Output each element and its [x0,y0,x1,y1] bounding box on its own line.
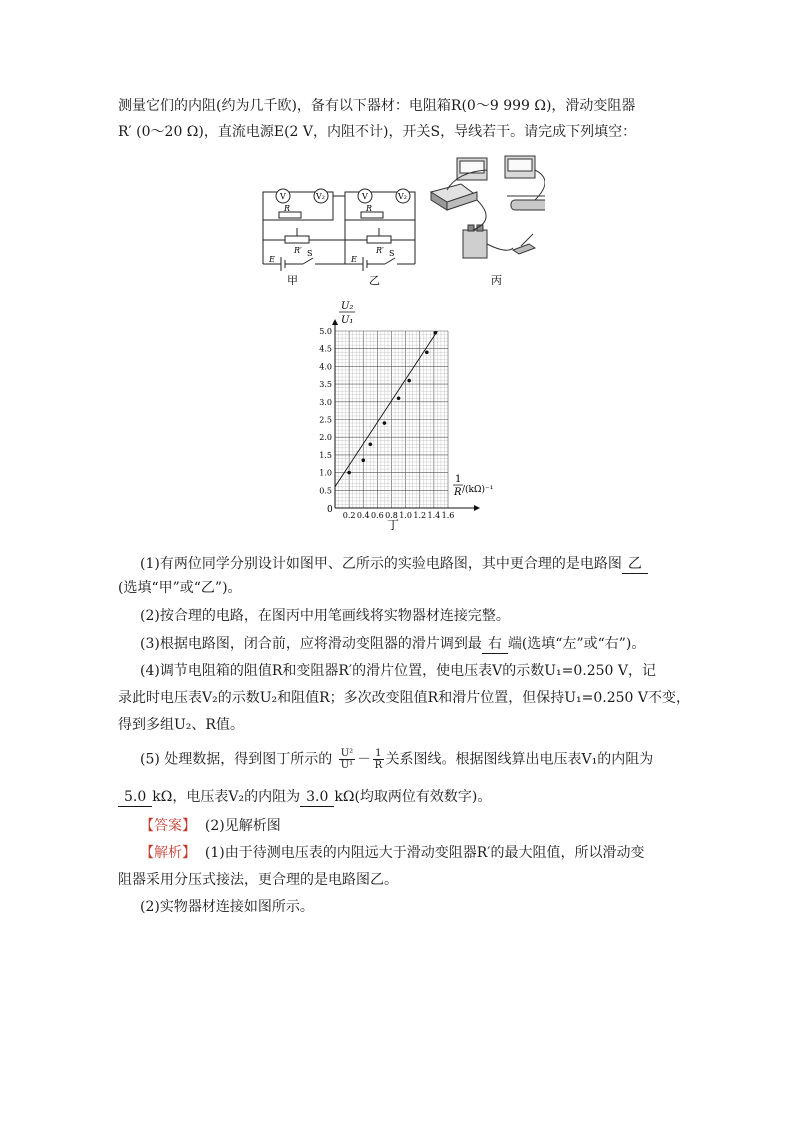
data-point [361,458,365,462]
chart-xlabel-den: R [454,487,462,498]
q5-f2-den: R [374,760,383,771]
question-1 [140,553,648,575]
analysis-line-1 [140,842,644,864]
fig-yi-r-label: R [366,204,373,213]
q5-f1-num: U² [340,748,354,759]
q5-fraction-2 [373,748,383,771]
y-axis-arrow [332,319,338,325]
y-tick-label: 4.0 [319,362,332,372]
y-tick-label: 3.0 [319,397,332,407]
answer-text: (2)见解析图 [204,818,281,834]
x-axis-arrow [474,505,480,511]
chart-ylabel-den: U₁ [341,315,354,326]
chart-title: 丁 [387,518,400,532]
data-point [407,379,411,383]
question-3 [140,633,645,655]
fig-jia-rp-label: R′ [294,246,302,255]
y-tick-label: 2.0 [319,433,332,443]
fig-yi-rp-label: R′ [376,246,384,255]
x-tick-label: 0.2 [342,511,356,520]
q5-end: kΩ(均取两位有效数字)。 [334,789,492,805]
q5-f1-den: U¹ [340,760,354,771]
analysis-line-2: 阻器采用分压式接法，更合理的是电路图乙。 [118,872,398,888]
intro-line-1: 测量它们的内阻(约为几千欧)，备有以下器材：电阻箱R(0～9 999 Ω)，滑动变阻器 [118,98,636,114]
y-tick-label: 2.5 [319,415,332,425]
q5-post: 关系图线。根据图线算出电压表V₁的内阻为 [385,751,654,768]
chart-grid [335,331,448,508]
graph-ding [300,295,500,532]
x-tick-label: 0.4 [356,511,370,520]
x-tick-label: 1.2 [413,511,427,520]
question-5-line-2 [118,786,491,808]
y-tick-label: 3.5 [319,380,332,390]
data-point [425,350,429,354]
fig-yi-caption: 乙 [369,274,380,285]
q5-fraction-1 [339,748,355,771]
circuit-jia [263,189,345,271]
y-tick-label: 5.0 [319,327,332,336]
q5-answer-1-blank: 5.0 [118,788,152,807]
x-tick-label: 1.0 [399,511,412,520]
answer-line [140,815,281,837]
fig-yi-s-label: S [389,249,395,258]
y-tick-label: 1.0 [319,468,332,478]
chart-ylabel-num: U₂ [341,301,354,312]
q5-answer-2-blank: 3.0 [300,788,334,807]
chart-xlabel-num: 1 [455,474,462,485]
question-5-line-1 [140,748,653,771]
fig-yi-v2-label: V₂ [398,192,407,201]
q3-answer-blank: 右 [482,635,508,654]
data-point [369,442,373,446]
x-tick-label: 1.4 [427,511,441,520]
fig-bing-caption: 丙 [491,274,502,285]
chart-xlabel-unit: /(kΩ)⁻¹ [462,485,494,495]
data-point [433,331,437,335]
fig-yi-v-label: V [362,192,368,201]
apparatus-bing [431,156,545,258]
answer-tag: 【答案】 [140,818,196,834]
data-point [383,421,387,425]
fig-jia-v-label: V [280,192,286,201]
intro-line-2: R′ (0～20 Ω)，直流电源E(2 V，内阻不计)，开关S，导线若干。请完成下列填空： [118,124,637,140]
data-point [347,471,351,475]
q3-text: (3)根据电路图，闭合前，应将滑动变阻器的滑片调到最 [140,636,482,652]
x-tick-label: 0.6 [371,511,384,520]
q1-answer-blank: 乙 [622,555,648,574]
fig-jia-caption: 甲 [287,274,298,285]
question-2: (2)按合理的电路，在图丙中用笔画线将实物器材连接完整。 [140,608,510,624]
fig-yi-e-label: E [351,255,357,264]
y-tick-label: 0.5 [319,486,332,496]
q3-tail: 端(选填“左”或“右”)。 [507,636,646,652]
question-4-line-1: (4)调节电阻箱的阻值R和变阻器R′的滑片位置，使电压表V的示数U₁=0.250 V，记 [140,663,656,679]
fig-jia-r-label: R [284,204,291,213]
data-point [397,396,401,400]
fig-jia-s-label: S [307,249,313,258]
analysis-line-3: (2)实物器材连接如图所示。 [140,899,314,915]
q5-mid: kΩ，电压表V₂的内阻为 [152,789,301,805]
analysis-tag: 【解析】 [140,845,196,861]
q5-pre: (5) 处理数据，得到图丁所示的 [140,751,333,768]
q1-text: (1)有两位同学分别设计如图甲、乙所示的实验电路图，其中更合理的是电路图 [140,556,622,572]
x-tick-label: 1.6 [441,511,455,520]
analysis-text-1: (1)由于待测电压表的内阻远大于滑动变阻器R′的最大阻值，所以滑动变 [204,845,645,861]
circuit-figures [255,150,545,285]
fig-jia-e-label: E [269,255,275,264]
q5-f2-num: 1 [375,748,382,759]
x-tick-label: 0.8 [385,511,398,520]
y-tick-label: 1.5 [319,450,332,460]
q5-dash: － [357,751,372,768]
question-4-line-2: 录此时电压表V₂的示数U₂和阻值R；多次改变阻值R和滑片位置，但保持U₁=0.250 V不变， [118,690,690,706]
y-tick-label: 4.5 [319,344,332,354]
question-1-tail: (选填“甲”或“乙”)。 [118,580,242,596]
question-4-line-3: 得到多组U₂、R值。 [118,717,244,733]
chart-origin-label: 0 [327,505,333,515]
fig-jia-v2-label: V₂ [316,192,325,201]
